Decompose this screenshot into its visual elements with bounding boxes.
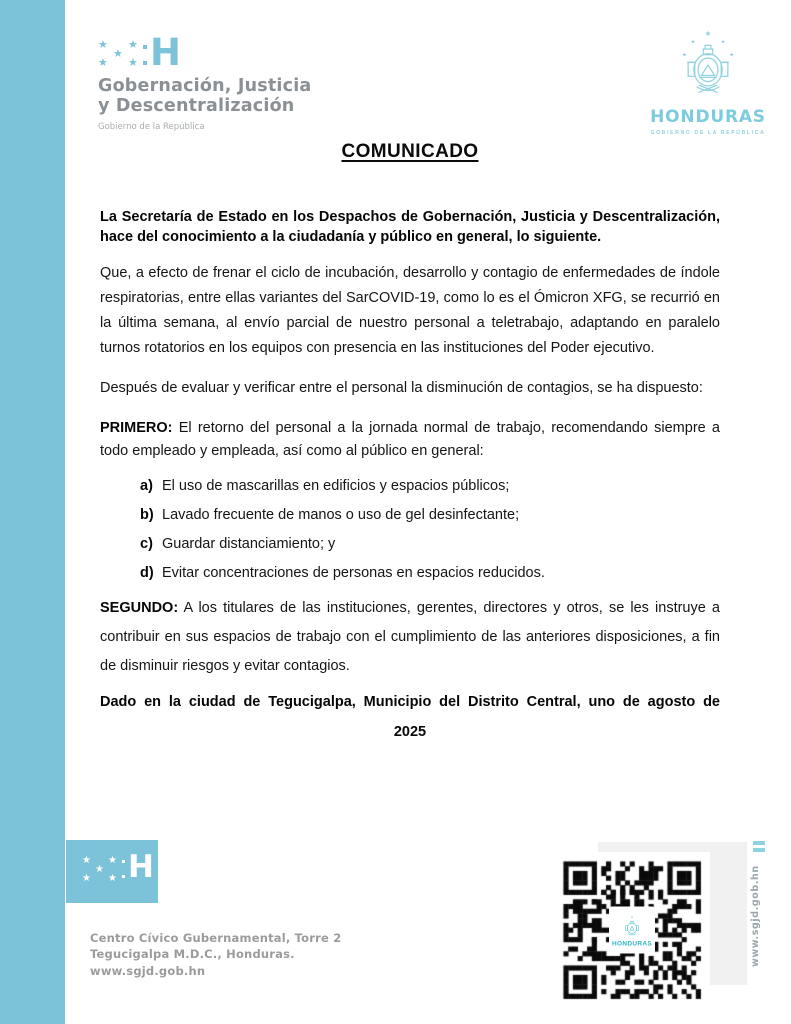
list-marker: a) [140,478,153,494]
coat-of-arms-icon [621,913,643,940]
svg-text:★: ★ [630,914,634,919]
closing-line2: 2025 [393,724,427,740]
list-item [140,507,720,523]
paragraph-primero [100,417,720,463]
ministry-name-line1: Gobernación, Justicia [98,76,312,96]
mini-flag-icon [753,841,765,855]
paragraph-segundo [100,594,720,681]
list-marker: d) [140,565,154,581]
svg-text:★: ★ [729,52,735,59]
star-icon [82,874,91,884]
star-icon [98,58,108,69]
star-icon [113,49,123,60]
logo-dot [122,875,125,878]
list-text: Evitar concentraciones de personas en espacios reducidos. [162,565,545,581]
vertical-website-label: www.sgjd.gob.hn [750,865,761,967]
star-icon [108,856,117,866]
honduras-h-stars-icon [66,840,158,903]
star-icon [82,856,91,866]
ministry-logo [98,31,312,132]
svg-text:★: ★ [720,39,726,46]
segundo-label: SEGUNDO: [100,600,179,616]
ministry-name-line2: y Descentralización [98,95,295,116]
seal-country-label: HONDURAS [650,107,766,127]
list-text: Lavado frecuente de manos o uso de gel desinfectante; [162,507,520,523]
star-icon [108,874,117,884]
page-title: COMUNICADO [341,141,479,162]
recommendations-list [100,478,720,581]
qr-center-label: HONDURAS [612,940,652,947]
flag-bar [753,841,765,845]
honduras-h-stars-icon [98,31,188,74]
list-text: Guardar distanciamiento; y [162,536,336,552]
svg-text:★: ★ [704,28,712,38]
list-item [140,565,720,581]
logo-dot [143,45,147,49]
honduras-seal [643,26,773,136]
primero-text: El retorno del personal a la jornada normal de trabajo, recomendando siempre a todo empleado y empleada, así como al público en general: [100,420,720,459]
qr-center-logo [609,907,655,954]
segundo-text: A los titulares de las instituciones, gerentes, directores y otros, se les instruye a contribuir en sus espacios de trabajo con el cumplimiento de las anteriores disposiciones, a fin de disminuir riesgos y evitar contagios. [100,600,720,674]
document-body [100,200,720,740]
closing-line1: Dado en la ciudad de Tegucigalpa, Municipio del Distrito Central, uno de agosto de [100,694,720,710]
footer-logo [66,840,158,903]
ministry-subtitle: Gobierno de la República [98,121,205,132]
address-line3: www.sgjd.gob.hn [90,963,206,978]
intro-paragraph: La Secretaría de Estado en los Despachos de Gobernación, Justicia y Descentralización, hace del conocimiento a la ciudadanía y público en general, lo siguiente. [100,209,720,245]
list-text: El uso de mascarillas en edificios y espacios públicos; [162,478,510,494]
footer-address [90,930,341,979]
paragraph-despues: Después de evaluar y verificar entre el personal la disminución de contagios, se ha dispuesto: [100,380,703,396]
paragraph-que: Que, a efecto de frenar el ciclo de incubación, desarrollo y contagio de enfermedades de índole respiratorias, entre ellas variantes del SarCOVID-19, como lo es el Ómicron XFG, se recurrió en la última semana, al envío parcial de nuestro personal a teletrabajo, adaptando en paralelo turnos rotatorios en los equipos con presencia en las instituciones del Poder ejecutivo. [100,265,720,356]
seal-subtitle: GOBIERNO DE LA REPÚBLICA [650,130,766,136]
address-line2: Tegucigalpa M.D.C., Honduras. [90,947,295,962]
left-accent-bar [0,0,65,1024]
coat-of-arms-icon [674,26,742,106]
svg-text:★: ★ [681,52,687,59]
address-line1: Centro Cívico Gubernamental, Torre 2 [90,931,342,945]
list-marker: b) [140,507,154,523]
star-icon [128,58,138,69]
star-icon [95,865,104,875]
list-marker: c) [140,536,153,552]
primero-label: PRIMERO: [100,420,173,436]
star-icon [98,40,108,51]
list-item [140,478,720,494]
logo-dot [143,61,147,65]
qr-code [554,852,710,1008]
list-item [140,536,720,552]
h-letter: H [150,31,181,74]
svg-text:★: ★ [690,39,696,46]
closing-paragraph [100,688,720,740]
flag-bar [753,848,765,852]
h-letter: H [128,849,154,885]
star-icon [128,40,138,51]
ministry-name [98,77,311,117]
logo-dot [122,860,125,863]
